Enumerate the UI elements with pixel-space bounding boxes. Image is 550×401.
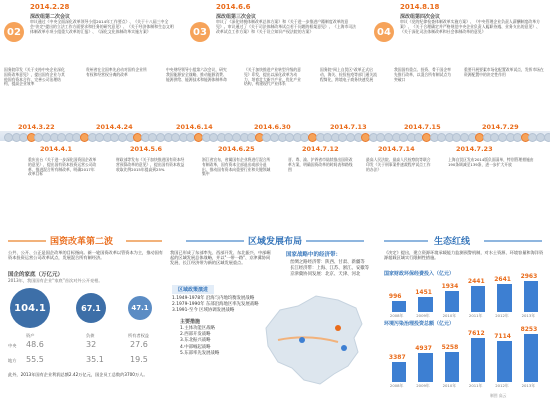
meeting-date: 2014.8.18 xyxy=(400,3,440,11)
event-text-down: 浙江省宣布，省属国有企业将进行混合所有制改革，国有资本全部退出或部分退出，推动国有资本向重要行业和关键领域集中 xyxy=(202,157,271,177)
timeline-date-up: 2014.7.29 xyxy=(482,123,519,131)
bubble-liabilities xyxy=(76,293,106,323)
event-text-up: 《关于加快推进产业转型升级的意见》印发，提出以深化改革为动力，培育壮大新兴产业，优化产业结构，构建现代产业体系 xyxy=(244,67,301,87)
chart-bar-label: 4937 xyxy=(415,345,432,353)
strategy-item: 京津冀协同发展：北京、天津、河北 xyxy=(290,272,361,278)
bubble-value: 47.1 xyxy=(131,304,149,312)
event-text-up: 重要开展要素市场化配置改革试点，发挥市场在资源配置中的决定性作用 xyxy=(464,67,544,77)
meeting-block-03 xyxy=(190,0,360,52)
section-deco-line xyxy=(186,240,244,242)
chart-bar xyxy=(445,352,459,382)
chart-bar xyxy=(497,284,511,312)
chart-axis-label: 2010年 xyxy=(442,383,457,388)
eco-section-title: 生态红线 xyxy=(434,237,471,247)
chart-bar-label: 8253 xyxy=(520,326,538,334)
map-marker xyxy=(335,325,341,331)
timeline-date-up: 2014.7.13 xyxy=(330,123,367,131)
bubble-assets xyxy=(10,288,50,328)
chart-axis-label: 2012年 xyxy=(495,383,509,388)
measure-item: 5.东部率先发展战略 xyxy=(180,350,220,356)
region-section-title: 区域发展布局 xyxy=(248,237,303,247)
strategy-item: 丝绸之路经济带：陕西、甘肃、新疆等 xyxy=(290,260,365,265)
meeting-number-circle xyxy=(374,22,394,42)
row-value: 19.5 xyxy=(130,355,148,364)
event-text-up: 中央财经领导小组第六次会议，研究我国能源安全战略，推动能源消费、能源供给、能源技术和能源体制革命 xyxy=(166,67,227,82)
timeline xyxy=(0,118,550,154)
chart-bar xyxy=(524,334,538,382)
eco-chart2-title: 环境污染治理投资总额（亿元） xyxy=(384,321,455,327)
chart-bar xyxy=(471,286,485,312)
section-deco-line xyxy=(8,240,46,242)
row-label: 中央 xyxy=(8,343,17,348)
china-map-illustration xyxy=(258,288,370,396)
region-intro: 我国已形成了东部率先、西部开发、东北振兴、中部崛起的区域发展总体战略，并以"一带一路"、京津冀协同发展、长江经济带为新的区域发展重点。 xyxy=(170,250,271,266)
meeting-date: 2014.2.28 xyxy=(30,3,70,11)
bubble-value: 67.1 xyxy=(81,303,101,313)
soe-footnote: 此外，2013年国有企业利润总额2.42万亿元，国企员工总数约3700万人。 xyxy=(8,372,148,377)
eco-intro: 《决定》提出，建立资源环境承载能力监测预警机制，对水土资源、环境容量和海洋资源超载区域实行限制性措施。 xyxy=(384,250,544,261)
chart-axis-label: 2011年 xyxy=(468,383,483,388)
meeting-date: 2014.6.6 xyxy=(216,3,251,11)
meeting-number-circle xyxy=(190,22,210,42)
history-item: 2.1979-1990年 东部沿海地区率先发展战略 xyxy=(172,302,259,308)
soe-section-title: 国资改革第二波 xyxy=(50,237,114,247)
chart-axis-label: 2013年 xyxy=(521,313,536,318)
measure-item: 3.东北振兴战略 xyxy=(180,338,211,344)
timeline-date-up: 2014.6.14 xyxy=(176,123,213,131)
event-text-up: 国务院印发《关于支持中央企业深化国资改革意见》，提出国有企业与其他国有资本合作，完善公司治理结构，提高企业效率 xyxy=(4,67,65,87)
row-value: 35.1 xyxy=(86,355,104,364)
timeline-date-up: 2014.7.15 xyxy=(404,123,441,131)
timeline-date-down: 2014.4.1 xyxy=(40,145,73,153)
section-deco-line xyxy=(484,240,542,242)
event-text-down: 上海自贸区发布2014版负面清单，特别管理措施由190条调减至139条，进一步扩大开放 xyxy=(448,157,534,167)
soe-bubble-sub: 2013年，我国国有企业“家底”首次对外公开亮相。 xyxy=(8,278,103,283)
chart-axis-label: 2011年 xyxy=(468,313,483,318)
section-deco-line xyxy=(126,240,162,242)
chart-axis-label: 2010年 xyxy=(442,313,457,318)
chart-bar-label: 1934 xyxy=(441,283,459,291)
timeline-date-down: 2014.7.12 xyxy=(302,145,339,153)
event-text-down: 晋、粤、渝、沪四省市陆续推出国资改革方案，明确国资改革的时间表和路线图 xyxy=(288,157,353,172)
meeting-subtitle: 深改组第二次会议 xyxy=(30,14,71,20)
chart-bar-label: 7612 xyxy=(467,330,485,338)
strategy-list xyxy=(290,260,369,279)
chart-bar xyxy=(418,297,432,312)
measure-item: 1.主体功能区战略 xyxy=(180,326,215,331)
timeline-date-up: 2014.3.22 xyxy=(18,123,55,131)
column-label: 资产 xyxy=(26,333,35,338)
history-list xyxy=(172,296,259,315)
chart-bar xyxy=(392,362,406,382)
event-text-down: 重庆出台《关于进一步深化国资国企改革的意见》，提出国有资本投资运营公司改革、推进混合所有制改革，明确2017年改革目标 xyxy=(28,157,97,177)
chart-bar-label: 2441 xyxy=(467,278,485,286)
chart-axis-label: 2009年 xyxy=(416,383,430,388)
timeline-date-down: 2014.6.25 xyxy=(218,145,255,153)
strategy-title: 国家战略中的经济带： xyxy=(286,252,342,258)
meeting-text: 审议《党的纪律检查体制改革实施方案》、《中央管理企业负责人薪酬制度改革方案》、《关于合理确定并严格规范中央企业负责人履职待遇、业务支出的意见》、《关于深化司法体制改革和社会体制改革的意见》 xyxy=(400,19,541,34)
chart-axis-label: 2008年 xyxy=(389,383,404,388)
measures-list xyxy=(180,326,219,357)
map-marker xyxy=(299,337,305,343)
timeline-bead xyxy=(544,133,550,142)
chart-bar xyxy=(445,291,459,312)
meeting-block-02 xyxy=(4,0,176,52)
row-value: 55.5 xyxy=(26,355,44,364)
meeting-number-circle xyxy=(4,22,24,42)
credit-line: 制图 高云 xyxy=(490,393,507,398)
row-value: 32 xyxy=(86,340,97,349)
history-item: 1.1949-1978年 沿海与内地均衡发展战略 xyxy=(172,296,255,301)
event-text-down: 财政部等发布《关于加快推进国有资本经营预算改革的意见》，提出国有资本收益收取比例2015年提高到25% xyxy=(116,157,185,172)
event-text-down: 最高人民法院、最高人民检察院等联合印发《关于刑事案件速裁程序试点工作的办法》 xyxy=(366,157,431,172)
eco-chart1-title: 国家财政环保经费投入（亿元） xyxy=(384,271,455,277)
history-title: 区域政策演进 xyxy=(172,285,214,294)
event-text-up: 国务院"网上自贸区"改革正式启动，海关、检验检疫等部门通关流程简化，跨境电子商务快速发展 xyxy=(320,67,377,82)
meeting-number: 04 xyxy=(377,26,391,38)
chart-axis-label: 2013年 xyxy=(521,383,536,388)
chart-bar-label: 2963 xyxy=(520,272,538,280)
map-marker xyxy=(341,345,347,351)
timeline-date-down: 2014.7.14 xyxy=(378,145,415,153)
meeting-text: 审议通过《中央全面深化改革领导小组2014年工作要点》、《关于十八届三中全会"决定"提出的立法工作方面要求和任务的研究意见》、《关于经济体制和生态文明体制改革专项小组重大改革的汇报》、《深化文化体制改革实施方案》 xyxy=(30,19,174,34)
strategy-item: 长江经济带：上海、江苏、浙江、安徽等 xyxy=(290,266,370,272)
soe-bubble-title: 国企的家底（万亿元） xyxy=(8,272,64,278)
history-item: 3.1991-至今 区域协调发展战略 xyxy=(172,308,235,314)
section-deco-line xyxy=(384,240,428,242)
meeting-subtitle: 深改组第三次会议 xyxy=(216,14,257,20)
row-label: 地方 xyxy=(8,358,17,363)
bubble-value: 104.1 xyxy=(14,302,46,314)
chart-bar xyxy=(392,301,406,312)
measures-title: 主要措施 xyxy=(180,319,201,325)
meeting-subtitle: 深改组第四次会议 xyxy=(400,14,441,20)
row-value: 48.6 xyxy=(26,340,44,349)
column-label: 负债 xyxy=(86,333,95,338)
timeline-date-up: 2014.4.24 xyxy=(96,123,133,131)
chart-bar xyxy=(524,281,538,312)
chart-axis-label: 2012年 xyxy=(495,313,509,318)
row-value: 27.6 xyxy=(130,340,148,349)
timeline-date-down: 2014.5.6 xyxy=(130,145,163,153)
meeting-block-04 xyxy=(374,0,546,52)
meeting-number: 03 xyxy=(193,26,207,38)
bubble-equity xyxy=(128,296,152,320)
event-text-up: 我国国有重点、投资、骨干国企率先推行改革，以混合所有制试点为突破口 xyxy=(394,67,451,82)
timeline-date-down: 2014.7.23 xyxy=(456,145,493,153)
chart-bar-label: 996 xyxy=(388,293,402,301)
chart-bar-label: 7114 xyxy=(494,332,511,340)
chart-bar xyxy=(497,341,511,382)
soe-intro: 公共、公开、公正是国企改革的目标指向。新一轮国资改革以管资本为主，推动国有资本投资运营公司改革试点，发展混合所有制经济。 xyxy=(8,250,163,261)
measure-item: 4.中部崛起战略 xyxy=(180,344,211,350)
chart-bar xyxy=(471,338,485,382)
meeting-number: 02 xyxy=(7,26,21,38)
chart-bar-label: 5258 xyxy=(441,343,459,351)
chart-bar-label: 3387 xyxy=(388,354,406,362)
event-text-up: 贵州省在全国率先启动对国有企业所有权和经营权分离的改革 xyxy=(86,67,147,77)
chart-axis-label: 2009年 xyxy=(416,313,430,318)
column-label: 所有者权益 xyxy=(128,333,149,338)
section-deco-line xyxy=(306,240,364,242)
chart-bar-label: 1451 xyxy=(415,288,432,296)
chart-axis-label: 2008年 xyxy=(389,313,404,318)
meeting-text: 审议了《深化财税体制改革总体方案》和《关于进一步推进户籍制度改革的意见》。审议通过了《关于司法体制改革试点若干问题的框架意见》、《上海市司法改革试点工作方案》和《关于设立知识产权法院的方案》 xyxy=(216,19,357,34)
measure-item: 2.西部开发战略 xyxy=(180,332,211,338)
timeline-date-up: 2014.6.30 xyxy=(254,123,291,131)
chart-bar xyxy=(418,353,432,382)
chart-bar-label: 2641 xyxy=(494,275,511,283)
